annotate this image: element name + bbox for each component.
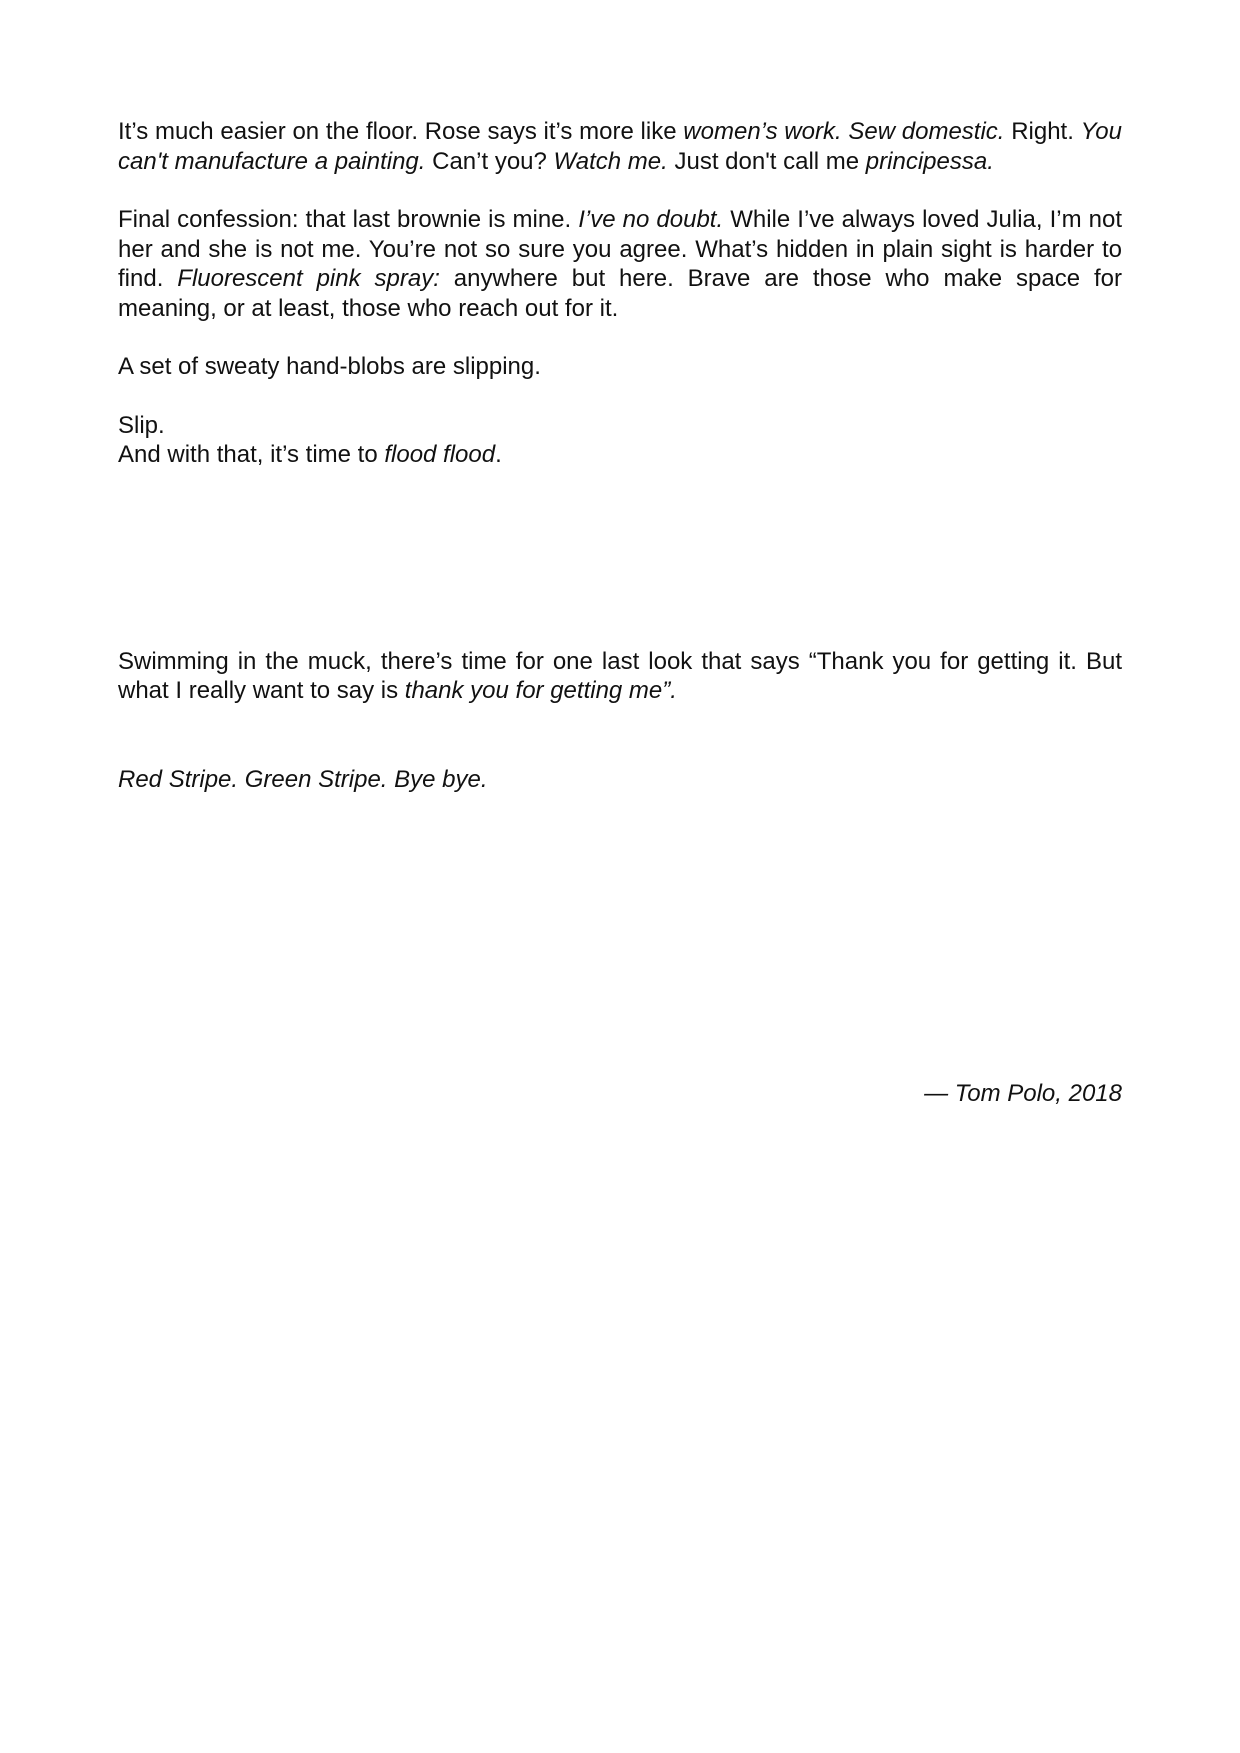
italic-text-segment: Fluorescent pink spray:: [177, 265, 440, 292]
text-segment: anywhere but here. Brave are those who make space for meaning, or at least, those who reach out for it.: [118, 265, 1129, 322]
text-segment: A set of sweaty hand-blobs are slipping.: [118, 353, 541, 380]
text-segment: Final confession: that last brownie is mine.: [118, 206, 579, 233]
paragraph-stripes: [118, 765, 1122, 795]
paragraph-spacer: [118, 470, 1122, 647]
paragraph-floor: [118, 117, 1122, 176]
paragraph-spacer: [118, 323, 1122, 352]
paragraph-spacer: [118, 382, 1122, 411]
italic-text-segment: flood flood: [384, 441, 496, 468]
paragraph-slip: [118, 411, 1122, 441]
text-segment: Right.: [1004, 118, 1081, 145]
italic-text-segment: Red Stripe. Green Stripe. Bye bye.: [118, 765, 488, 793]
paragraph-spacer: [118, 706, 1122, 765]
text-segment: .: [495, 441, 502, 468]
author-signature: — Tom Polo, 2018: [924, 1080, 1122, 1107]
italic-text-segment: thank you for getting me”.: [404, 677, 677, 704]
text-segment: While I’ve always loved Julia, I’m not her and she is not me. You’re not so sure you agree. What’s hidden in plain sight is harder to find.: [118, 206, 1129, 292]
paragraph-swimming: [118, 647, 1129, 706]
paragraph-hand-blobs: [118, 352, 1122, 382]
text-segment: Slip.: [118, 411, 165, 439]
italic-text-segment: women’s work. Sew domestic.: [683, 118, 1005, 145]
italic-text-segment: principessa.: [865, 147, 994, 175]
text-segment: It’s much easier on the floor. Rose says it’s more like: [118, 118, 684, 145]
document-body: [118, 117, 1129, 794]
italic-text-segment: You can't manufacture a painting.: [118, 118, 1122, 175]
paragraph-confession: [118, 205, 1129, 323]
text-segment: And with that, it’s time to: [118, 441, 385, 468]
text-segment: Swimming in the muck, there’s time for one last look that says “Thank you for getting it. But what I really want to say is: [118, 647, 1129, 704]
paragraph-flood: [118, 440, 1122, 470]
italic-text-segment: Watch me.: [553, 147, 668, 175]
text-segment: Can’t you?: [425, 147, 554, 175]
text-segment: Just don't call me: [667, 147, 866, 175]
paragraph-spacer: [118, 176, 1122, 205]
italic-text-segment: I’ve no doubt.: [578, 206, 724, 233]
